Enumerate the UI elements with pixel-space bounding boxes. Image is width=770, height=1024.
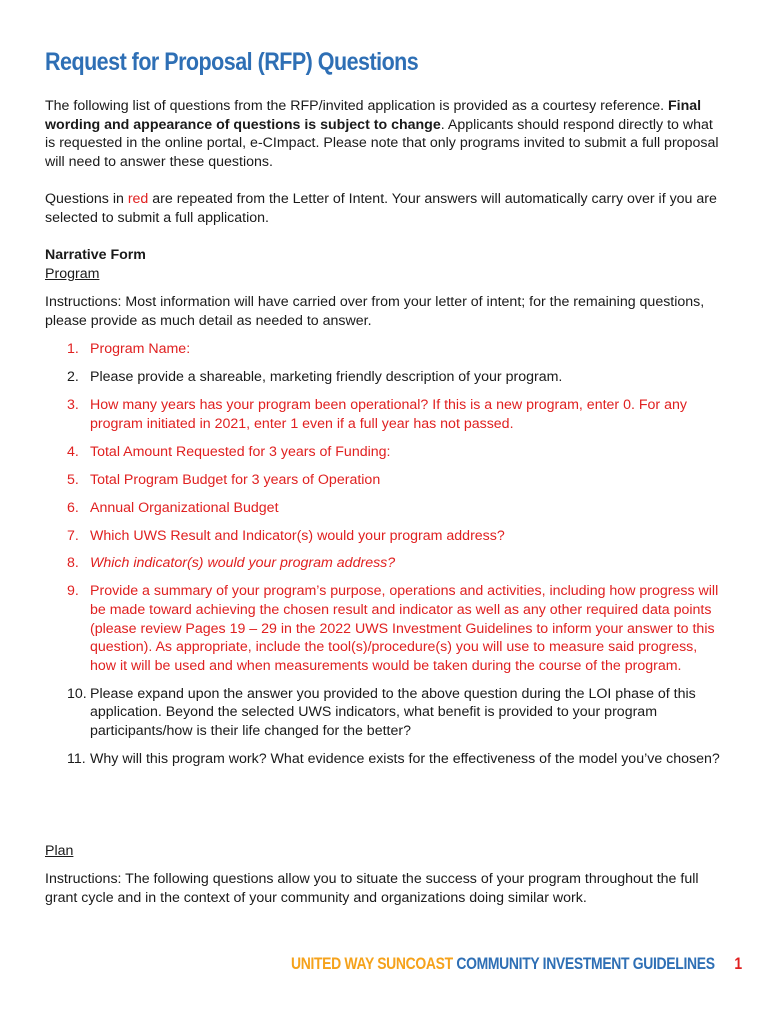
question-text: Which UWS Result and Indicator(s) would your program address? [90, 527, 505, 544]
question-text: Please provide a shareable, marketing friendly description of your program. [90, 368, 563, 385]
question-number: 6. [67, 499, 79, 516]
list-item [45, 750, 725, 769]
list-item [45, 554, 725, 573]
footer-doc-title: COMMUNITY INVESTMENT GUIDELINES [453, 954, 715, 973]
footer-org: UNITED WAY SUNCOAST [291, 954, 454, 973]
question-number: 4. [67, 443, 79, 460]
question-number: 5. [67, 471, 79, 488]
question-text: Annual Organizational Budget [90, 499, 279, 516]
page-title: Request for Proposal (RFP) Questions [45, 48, 419, 76]
intro-text-2: . Applicants should respond directly to what is requested in the online portal, e-CImpact. Please note that only programs invited to submit a full proposal will need to answer these questions. [45, 116, 719, 170]
list-item [45, 340, 725, 359]
list-item [45, 368, 725, 387]
question-number: 3. [67, 396, 79, 413]
plan-instructions: Instructions: The following questions allow you to situate the success of your program throughout the full grant cycle and in the context of your community and organizations doing similar work. [45, 871, 699, 906]
intro-paragraph [45, 97, 725, 171]
question-number: 11. [67, 751, 86, 767]
question-text: Which indicator(s) would your program address? [90, 555, 396, 572]
question-number: 9. [67, 583, 79, 600]
intro-text-1: The following list of questions from the RFP/invited application is provided as a courtesy reference. [45, 98, 668, 114]
program-instructions: Instructions: Most information will have carried over from your letter of intent; for the remaining questions, please provide as much detail as needed to answer. [45, 294, 705, 329]
question-text: Provide a summary of your program’s purpose, operations and activities, including how progress will be made toward achieving the chosen result and indicator as well as any other required data points (please review Pages 19 – 29 in the 2022 UWS Investment Guidelines to inform your answer to this question). As appropriate, include the tool(s)/procedure(s) you will use to measure said progress, how it will be used and when measurements would be taken during the course of the program. [90, 583, 719, 674]
note-red-word: red [127, 191, 149, 207]
question-number: 2. [67, 368, 79, 385]
question-text: Total Program Budget for 3 years of Operation [90, 471, 381, 488]
question-text: Program Name: [90, 341, 191, 357]
intro-bold-text: Final wording and appearance of questions is subject to change [45, 98, 702, 133]
question-text: Why will this program work? What evidence exists for the effectiveness of the model you’ve chosen? [90, 751, 720, 767]
list-item [45, 443, 725, 462]
question-text: Total Amount Requested for 3 years of Funding: [90, 443, 391, 460]
red-questions-note [45, 190, 725, 227]
list-item [45, 499, 725, 518]
question-number: 10. [67, 685, 87, 702]
question-text: Please expand upon the answer you provided to the above question during the LOI phase of this application. Beyond the selected UWS indicators, what benefit is provided to your program participants/how is their life changed for the better? [90, 685, 696, 740]
program-heading: Program [45, 266, 100, 282]
question-number: 7. [67, 527, 79, 544]
question-text: How many years has your program been operational? If this is a new program, enter 0. For any program initiated in 2021, enter 1 even if a full year has not passed. [90, 396, 687, 432]
list-item [45, 582, 725, 675]
list-item [45, 396, 725, 433]
page-number: 1 [734, 954, 742, 973]
plan-heading: Plan [45, 843, 74, 859]
list-item [45, 685, 725, 741]
note-text-2: are repeated from the Letter of Intent. Your answers will automatically carry over if you are selected to submit a full application. [45, 191, 717, 226]
narrative-form-heading: Narrative Form [45, 247, 146, 263]
question-list [45, 340, 725, 778]
question-number: 8. [67, 555, 79, 572]
list-item [45, 471, 725, 490]
question-number: 1. [67, 341, 79, 357]
page-footer [291, 954, 742, 974]
note-text-1: Questions in [45, 191, 128, 207]
list-item [45, 527, 725, 546]
